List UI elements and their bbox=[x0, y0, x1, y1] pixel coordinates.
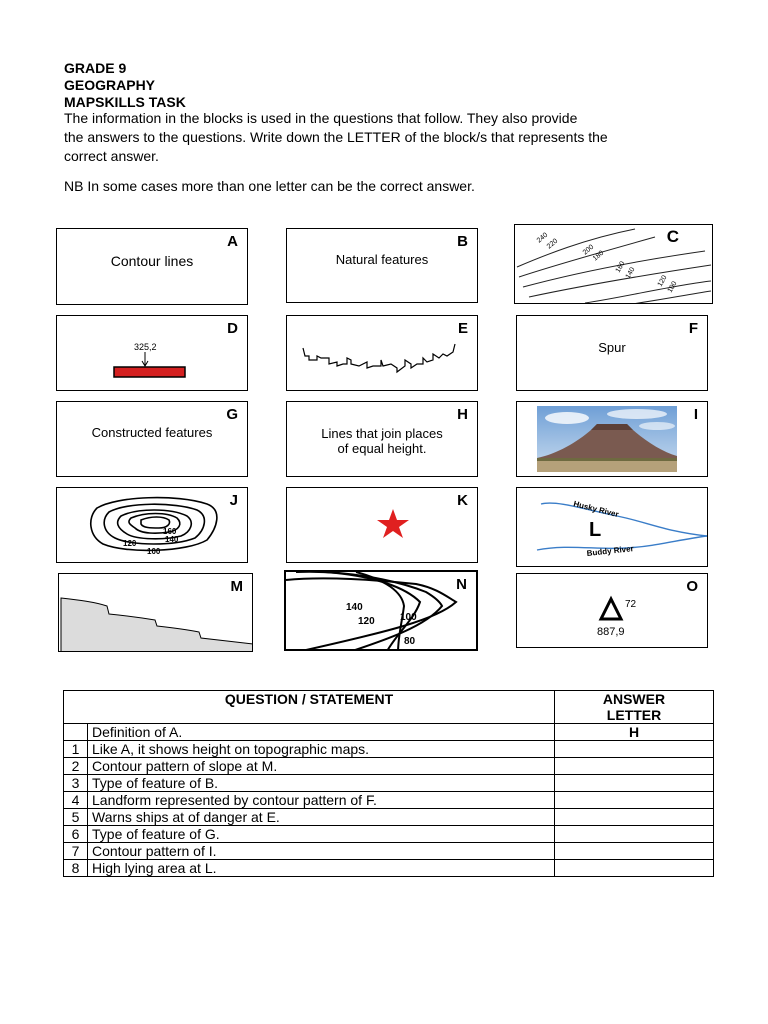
block-h-line-1: Lines that join places bbox=[321, 426, 443, 441]
husky-river-label: Husky River bbox=[572, 499, 620, 520]
table-row bbox=[64, 758, 714, 775]
row-answer[interactable] bbox=[555, 775, 714, 792]
grade-heading: GRADE 9 bbox=[64, 60, 127, 76]
row-question: Like A, it shows height on topographic maps. bbox=[88, 741, 555, 758]
row-answer[interactable]: H bbox=[555, 724, 714, 741]
block-letter: D bbox=[227, 320, 238, 337]
block-letter: E bbox=[457, 320, 468, 337]
contour-hill-diagram bbox=[57, 488, 248, 563]
contour-label: 140 bbox=[624, 266, 637, 280]
row-number: 3 bbox=[64, 775, 88, 792]
row-answer[interactable] bbox=[555, 826, 714, 843]
block-o bbox=[516, 573, 708, 648]
buddy-river-label: Buddy River bbox=[586, 544, 635, 558]
block-letter: B bbox=[457, 233, 468, 250]
block-f bbox=[516, 315, 708, 391]
contour-label: 120 bbox=[358, 616, 375, 627]
instruction-line-1: The information in the blocks is used in the questions that follow. They also provide bbox=[64, 110, 578, 126]
row-question: Definition of A. bbox=[88, 724, 555, 741]
block-c bbox=[514, 224, 713, 304]
table-row bbox=[64, 860, 714, 877]
contour-label: 100 bbox=[400, 612, 417, 623]
block-f-text: Spur bbox=[598, 340, 626, 355]
block-letter: K bbox=[457, 492, 468, 509]
block-letter: O bbox=[686, 578, 698, 595]
contour-label: 80 bbox=[404, 636, 416, 647]
trig-number: 72 bbox=[625, 599, 637, 610]
red-star-icon bbox=[287, 488, 478, 563]
block-letter: H bbox=[457, 406, 468, 423]
block-g-text: Constructed features bbox=[91, 425, 213, 440]
block-a-text: Contour lines bbox=[110, 253, 194, 269]
block-letter: A bbox=[227, 233, 238, 250]
table-row bbox=[64, 826, 714, 843]
block-a bbox=[56, 228, 248, 305]
block-n bbox=[284, 570, 478, 651]
contour-valley-diagram bbox=[286, 572, 478, 651]
contour-label: 120 bbox=[123, 539, 137, 548]
contour-label: 240 bbox=[535, 231, 550, 245]
row-answer[interactable] bbox=[555, 792, 714, 809]
block-letter: M bbox=[230, 578, 243, 595]
row-question: Warns ships at of danger at E. bbox=[88, 809, 555, 826]
table-row bbox=[64, 843, 714, 860]
answer-header-line-1: ANSWER bbox=[602, 691, 666, 707]
row-answer[interactable] bbox=[555, 860, 714, 877]
row-number bbox=[64, 724, 88, 741]
answer-header-line-2: LETTER bbox=[606, 707, 662, 723]
row-question: High lying area at L. bbox=[88, 860, 555, 877]
contour-label: 120 bbox=[656, 274, 669, 288]
block-k bbox=[286, 487, 478, 563]
row-number: 8 bbox=[64, 860, 88, 877]
table-row bbox=[64, 775, 714, 792]
row-number: 1 bbox=[64, 741, 88, 758]
row-number: 5 bbox=[64, 809, 88, 826]
block-letter: N bbox=[456, 576, 467, 593]
contour-label: 140 bbox=[346, 602, 363, 613]
answer-column-header bbox=[555, 691, 714, 724]
block-e bbox=[286, 315, 478, 391]
block-letter: I bbox=[693, 406, 698, 423]
block-letter: L bbox=[589, 519, 602, 541]
block-letter: C bbox=[666, 227, 679, 246]
row-number: 7 bbox=[64, 843, 88, 860]
terraced-slope-profile bbox=[59, 574, 253, 652]
row-question: Type of feature of B. bbox=[88, 775, 555, 792]
contour-steep-slope-diagram bbox=[515, 225, 713, 304]
contour-label: 180 bbox=[591, 249, 606, 263]
block-i bbox=[516, 401, 708, 477]
note: NB In some cases more than one letter can be the correct answer. bbox=[64, 178, 475, 194]
task-heading: MAPSKILLS TASK bbox=[64, 94, 186, 110]
row-number: 4 bbox=[64, 792, 88, 809]
contour-label: 100 bbox=[147, 547, 161, 556]
trig-station-symbol bbox=[517, 574, 708, 648]
contour-label: 140 bbox=[165, 535, 179, 544]
rivers-map bbox=[517, 488, 708, 567]
block-letter: J bbox=[229, 492, 238, 509]
row-answer[interactable] bbox=[555, 843, 714, 860]
row-number: 6 bbox=[64, 826, 88, 843]
table-row bbox=[64, 809, 714, 826]
table-row bbox=[64, 741, 714, 758]
block-d bbox=[56, 315, 248, 391]
row-question: Type of feature of G. bbox=[88, 826, 555, 843]
block-l bbox=[516, 487, 708, 567]
question-column-header: QUESTION / STATEMENT bbox=[64, 691, 555, 724]
trig-height: 887,9 bbox=[597, 626, 625, 638]
block-h-line-2: of equal height. bbox=[337, 441, 427, 456]
block-b-text: Natural features bbox=[335, 252, 429, 267]
mesa-photo bbox=[537, 406, 677, 472]
spot-height-value: 325,2 bbox=[134, 342, 157, 352]
block-m bbox=[58, 573, 253, 652]
block-h bbox=[286, 401, 478, 477]
row-number: 2 bbox=[64, 758, 88, 775]
contour-label: 200 bbox=[581, 243, 596, 257]
row-answer[interactable] bbox=[555, 741, 714, 758]
row-question: Contour pattern of slope at M. bbox=[88, 758, 555, 775]
row-answer[interactable] bbox=[555, 758, 714, 775]
instruction-line-3: correct answer. bbox=[64, 148, 159, 164]
row-question: Landform represented by contour pattern of F. bbox=[88, 792, 555, 809]
contour-label: 160 bbox=[614, 260, 627, 274]
instruction-line-2: the answers to the questions. Write down the LETTER of the block/s that represents the bbox=[64, 129, 608, 145]
row-answer[interactable] bbox=[555, 809, 714, 826]
block-g bbox=[56, 401, 248, 477]
table-row bbox=[64, 792, 714, 809]
contour-label: 100 bbox=[666, 280, 679, 294]
block-letter: F bbox=[688, 320, 698, 337]
block-j bbox=[56, 487, 248, 563]
contour-label: 160 bbox=[163, 527, 177, 536]
row-question: Contour pattern of I. bbox=[88, 843, 555, 860]
contour-label: 220 bbox=[545, 237, 560, 251]
table-row bbox=[64, 724, 714, 741]
question-table bbox=[63, 690, 714, 877]
block-b bbox=[286, 228, 478, 303]
subject-heading: GEOGRAPHY bbox=[64, 77, 156, 93]
instructions bbox=[64, 109, 704, 166]
block-letter: G bbox=[226, 406, 238, 423]
cliff-symbol bbox=[287, 316, 478, 391]
trig-beacon-symbol bbox=[57, 316, 248, 391]
table-header-row bbox=[64, 691, 714, 724]
